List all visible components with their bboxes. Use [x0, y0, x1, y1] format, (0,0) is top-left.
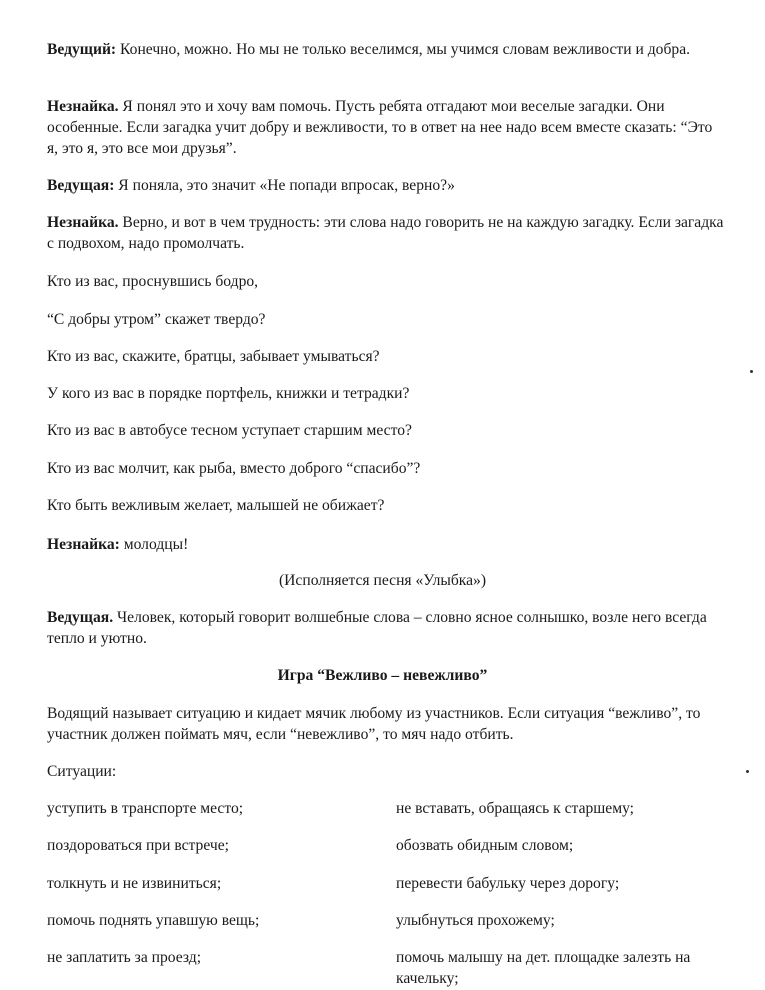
dialogue-text: Я поняла, это значит «Не попади впросак, верно?»: [114, 177, 455, 194]
situation-right: обозвать обидным словом;: [396, 837, 574, 854]
dialogue-text: молодцы!: [119, 536, 189, 553]
situation-right: перевести бабульку через дорогу;: [396, 875, 620, 892]
dialogue-host-3: [47, 607, 727, 649]
riddle-line: Кто из вас в автобусе тесном уступает старшим место?: [47, 422, 412, 439]
situation-left: поздороваться при встрече;: [47, 837, 229, 854]
dialogue-text: Я понял это и хочу вам помочь. Пусть ребята отгадают мои веселые загадки. Они особенные. Если загадка учит добру и вежливости, то в ответ на нее надо всем вместе сказать: “Это я, это я, это все мои друзья”.: [47, 98, 713, 157]
game-rules: Водящий называет ситуацию и кидает мячик любому из участников. Если ситуация “вежливо”, то участник должен поймать мяч, если “невежливо”, то мяч надо отбить.: [47, 705, 701, 743]
speaker-name: Ведущая.: [47, 609, 114, 626]
riddle-line: Кто из вас молчит, как рыба, вместо доброго “спасибо”?: [47, 460, 421, 477]
situation-left: уступить в транспорте место;: [47, 800, 244, 817]
speaker-name: Незнайка.: [47, 98, 119, 115]
situation-left: не заплатить за проезд;: [47, 949, 202, 966]
situation-right: улыбнуться прохожему;: [396, 912, 555, 929]
scan-speck: [750, 370, 753, 373]
riddle-line: Кто из вас, скажите, братцы, забывает умываться?: [47, 348, 380, 365]
dialogue-host-2: [47, 175, 727, 196]
dialogue-neznayka-3: [47, 534, 727, 555]
speaker-name: Незнайка.: [47, 214, 119, 231]
dialogue-host-1: [47, 39, 727, 60]
scan-speck: [746, 770, 749, 773]
situation-left: толкнуть и не извиниться;: [47, 875, 222, 892]
dialogue-neznayka-2: [47, 212, 727, 254]
situation-left: помочь поднять упавшую вещь;: [47, 912, 260, 929]
riddle-line: “С добры утром” скажет твердо?: [47, 311, 266, 328]
riddle-line: Кто из вас, проснувшись бодро,: [47, 273, 259, 290]
speaker-name: Ведущая:: [47, 177, 115, 194]
song-note: (Исполняется песня «Улыбка»): [278, 572, 487, 589]
dialogue-text: Человек, который говорит волшебные слова – словно ясное солнышко, возле него всегда тепло и уютно.: [47, 609, 707, 647]
riddle-line: Кто быть вежливым желает, малышей не обижает?: [47, 497, 385, 514]
riddle-line: У кого из вас в порядке портфель, книжки и тетрадки?: [47, 385, 410, 402]
game-title: Игра “Вежливо – невежливо”: [277, 667, 488, 684]
speaker-name: Незнайка:: [47, 536, 120, 553]
speaker-name: Ведущий:: [47, 41, 117, 58]
situations-label: Ситуации:: [47, 763, 117, 780]
dialogue-neznayka-1: [47, 96, 727, 159]
dialogue-text: Верно, и вот в чем трудность: эти слова надо говорить не на каждую загадку. Если загадка с подвохом, надо промолчать.: [47, 214, 724, 252]
situation-right: не вставать, обращаясь к старшему;: [396, 800, 635, 817]
dialogue-text: Конечно, можно. Но мы не только веселимся, мы учимся словам вежливости и добра.: [116, 41, 691, 58]
situation-right: помочь малышу на дет. площадке залезть на качельку;: [396, 949, 691, 987]
